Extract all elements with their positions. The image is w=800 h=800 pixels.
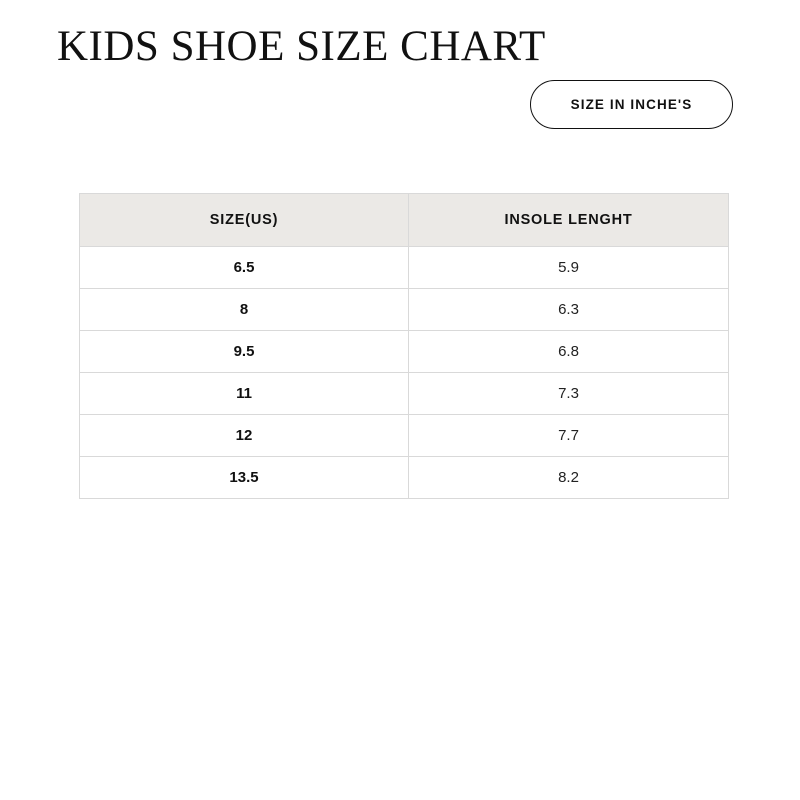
size-chart-table bbox=[79, 193, 729, 499]
cell-insole: 8.2 bbox=[409, 457, 729, 499]
table-header-row bbox=[80, 194, 729, 247]
cell-size: 8 bbox=[80, 289, 409, 331]
table-row bbox=[80, 289, 729, 331]
cell-insole: 7.3 bbox=[409, 373, 729, 415]
column-header-insole-length: INSOLE LENGHT bbox=[409, 194, 729, 247]
cell-size: 13.5 bbox=[80, 457, 409, 499]
table-row bbox=[80, 373, 729, 415]
cell-size: 9.5 bbox=[80, 331, 409, 373]
cell-insole: 7.7 bbox=[409, 415, 729, 457]
unit-badge-label: SIZE IN INCHE'S bbox=[570, 97, 693, 112]
page-title: KIDS SHOE SIZE CHART bbox=[57, 23, 546, 70]
cell-size: 11 bbox=[80, 373, 409, 415]
table-row bbox=[80, 457, 729, 499]
table-row bbox=[80, 415, 729, 457]
cell-size: 6.5 bbox=[80, 247, 409, 289]
cell-insole: 5.9 bbox=[409, 247, 729, 289]
column-header-size: SIZE(US) bbox=[80, 194, 409, 247]
cell-insole: 6.8 bbox=[409, 331, 729, 373]
table-row bbox=[80, 331, 729, 373]
cell-size: 12 bbox=[80, 415, 409, 457]
cell-insole: 6.3 bbox=[409, 289, 729, 331]
unit-badge bbox=[530, 80, 733, 129]
table-row bbox=[80, 247, 729, 289]
